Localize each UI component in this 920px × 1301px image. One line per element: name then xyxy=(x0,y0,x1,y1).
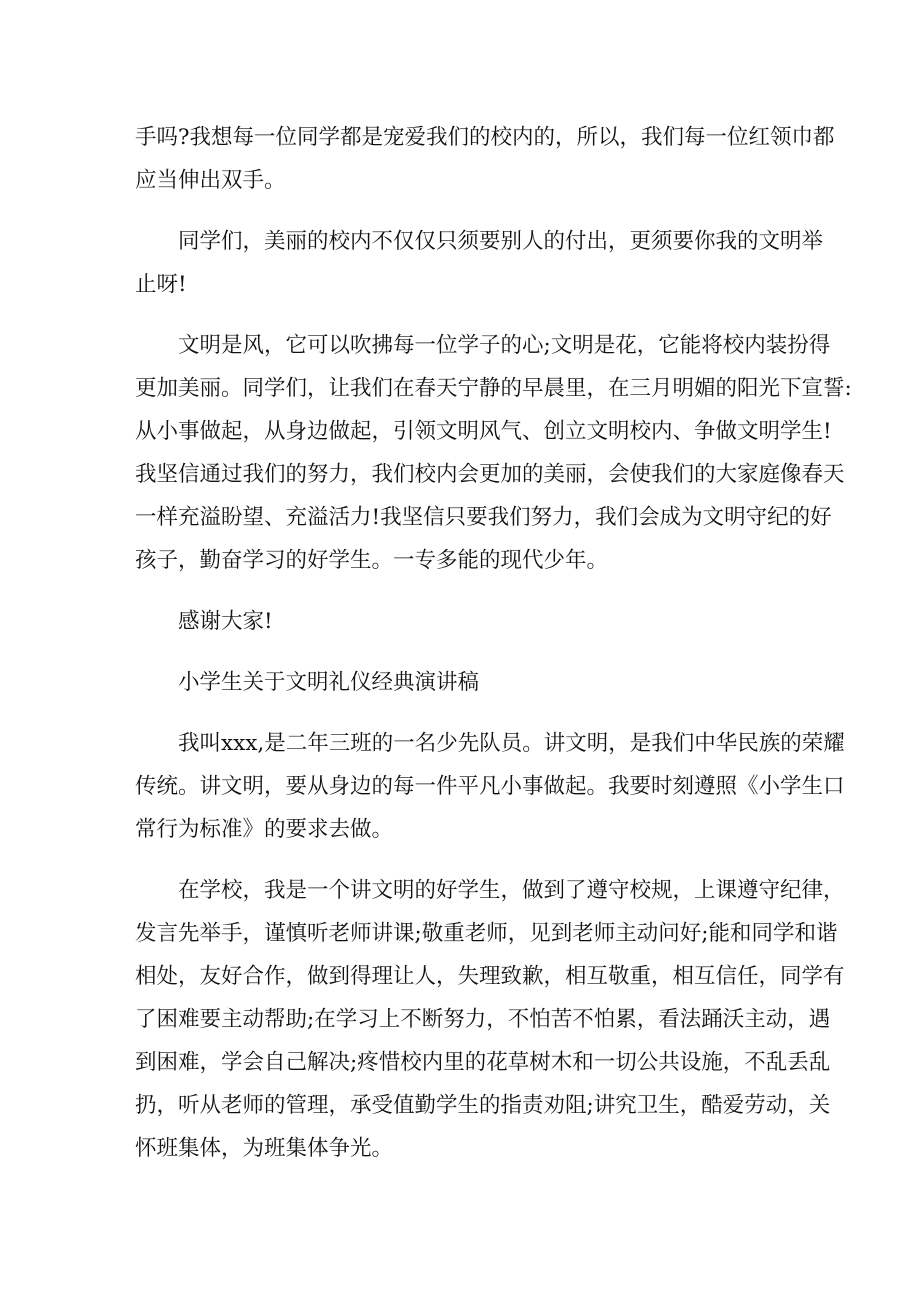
text-line: 发言先举手，谨慎听老师讲课;敬重老师，见到老师主动问好;能和同学和谐 xyxy=(135,921,838,946)
text-line: 孩子，勤奋学习的好学生。一专多能的现代少年。 xyxy=(135,548,609,573)
text-line: 感谢大家! xyxy=(178,609,273,634)
text-line: 在学校，我是一个讲文明的好学生，做到了遵守校规，上课遵守纪律， xyxy=(178,878,845,903)
paragraph-4 xyxy=(135,600,785,643)
text-line: 相处，友好合作，做到得理让人，失理致歉，相互敬重，相互信任，同学有 xyxy=(135,964,845,989)
text-line: 一样充溢盼望、充溢活力!我坚信只要我们努力，我们会成为文明守纪的好 xyxy=(135,505,832,530)
text-line: 我叫xxx,是二年三班的一名少先队员。讲文明，是我们中华民族的荣耀 xyxy=(178,731,845,756)
text-line: 了困难要主动帮助;在学习上不断努力，不怕苦不怕累，看法踊沃主动，遇 xyxy=(135,1007,831,1032)
paragraph-2 xyxy=(135,220,824,306)
text-line: 更加美丽。同学们，让我们在春天宁静的早晨里，在三月明媚的阳光下宣誓: xyxy=(135,376,852,401)
text-line: 常行为标准》的要求去做。 xyxy=(135,817,394,842)
text-line: 同学们，美丽的校内不仅仅只须要别人的付出，更须要你我的文明举 xyxy=(178,229,824,254)
text-line: 止呀! xyxy=(135,272,187,297)
text-line: 传统。讲文明，要从身边的每一件平凡小事做起。我要时刻遵照《小学生口 xyxy=(135,774,845,799)
paragraph-5 xyxy=(135,722,845,851)
text-line: 到困难，学会自己解决;疼惜校内里的花草树木和一切公共设施，不乱丢乱 xyxy=(135,1050,831,1075)
paragraph-1 xyxy=(135,116,835,202)
paragraph-6 xyxy=(135,869,845,1170)
text-line: 怀班集体，为班集体争光。 xyxy=(135,1136,394,1161)
text-line: 应当伸出双手。 xyxy=(135,168,286,193)
text-line: 手吗?我想每一位同学都是宠爱我们的校内的，所以，我们每一位红领巾都 xyxy=(135,125,835,150)
paragraph-3 xyxy=(135,324,852,582)
text-line: 文明是风，它可以吹拂每一位学子的心;文明是花，它能将校内装扮得 xyxy=(178,333,831,358)
document-body xyxy=(135,116,852,1188)
text-line: 我坚信通过我们的努力，我们校内会更加的美丽，会使我们的大家庭像春天 xyxy=(135,462,845,487)
text-line: 从小事做起，从身边做起，引领文明风气、创立文明校内、争做文明学生! xyxy=(135,419,832,444)
section-heading: 小学生关于文明礼仪经典演讲稿 xyxy=(178,670,480,695)
text-line: 扔，听从老师的管理，承受值勤学生的指责劝阻;讲究卫生，酷爱劳动，关 xyxy=(135,1093,831,1118)
